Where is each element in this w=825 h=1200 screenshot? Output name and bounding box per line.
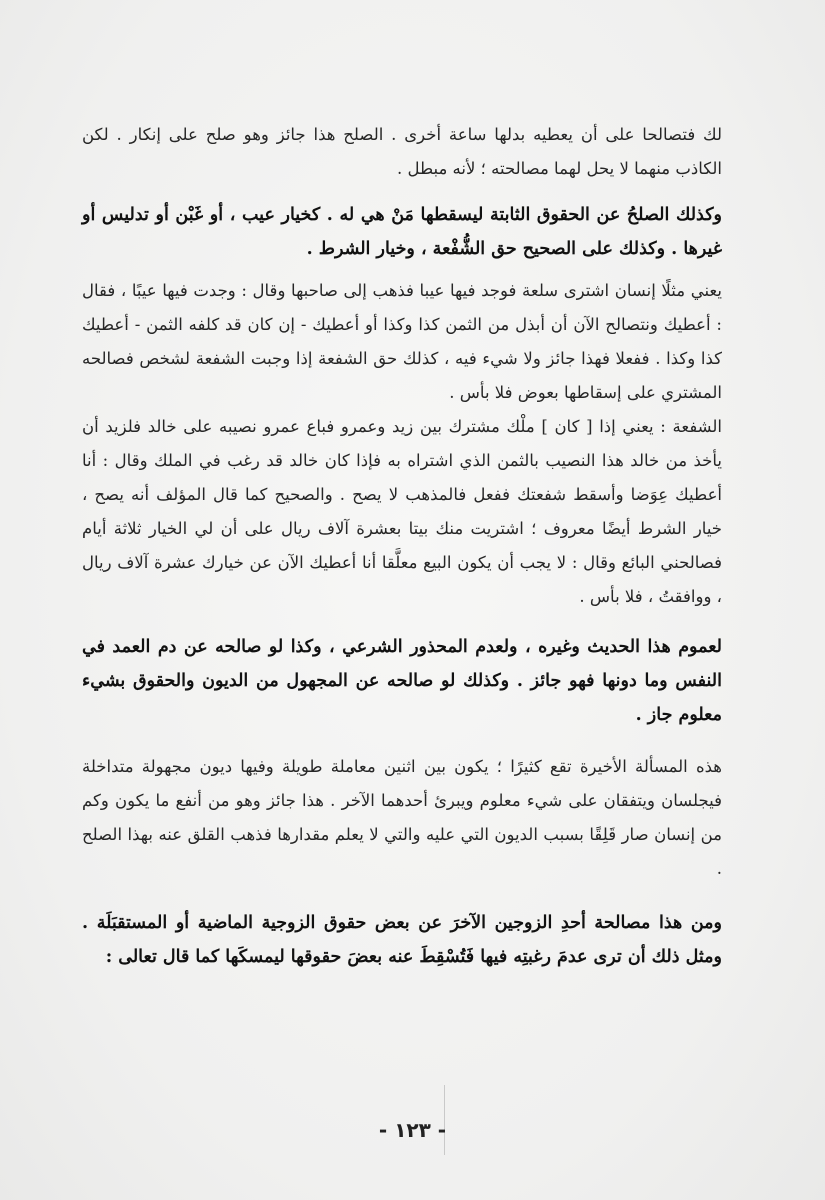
paragraph-commentary-4: هذه المسألة الأخيرة تقع كثيرًا ؛ يكون بين اثنين معاملة طويلة وفيها ديون مجهولة متداخلة فيجلسان ويتفقان على شيء معلوم ويبرئ أحدهما الآخر . هذا جائز وهو من أنفع ما يكون وكم من إنسان صار قَلِقًا بسبب الديون التي عليه والتي لا يعلم مقدارها فذهب القلق عنه بهذا الصلح . — [82, 757, 722, 878]
page-number: - ١٢٣ - — [378, 1118, 447, 1142]
page-body — [82, 118, 722, 974]
paragraph-main-text-1: وكذلك الصلحُ عن الحقوق الثابتة ليسقطها مَنْ هي له . كخيار عيب ، أو غَبْن أو تدليس أو غيرها . وكذلك على الصحيح حق الشُّفْعة ، وخيار الشرط . — [82, 205, 722, 259]
paragraph-main-text-3: ومن هذا مصالحة أحدِ الزوجين الآخرَ عن بعض حقوق الزوجية الماضية أو المستقبَلَة . ومثل ذلك أن ترى عدمَ رغبتِه فيها فَتُسْقِطَ عنه بعضَ حقوقها ليمسكَها كما قال تعالى : — [82, 913, 722, 967]
paragraph-commentary-2: يعني مثلًا إنسان اشترى سلعة فوجد فيها عيبا فذهب إلى صاحبها وقال : وجدت فيها عيبًا ، فقال : أعطيك ونتصالح الآن أن أبذل من الثمن كذا وكذا أو أعطيك - إن كان قد كلفه الثمن - أعطيك كذا وكذا . ففعلا فهذا جائز ولا شيء فيه ، كذلك حق الشفعة إذا وجبت الشفعة لشخص فصالحه المشتري على إسقاطها بعوض فلا بأس . — [82, 281, 722, 402]
paragraph-commentary-3: الشفعة : يعني إذا [ كان ] ملْك مشترك بين زيد وعمرو فباع عمرو نصيبه على خالد فلزيد أن يأخذ من خالد هذا النصيب بالثمن الذي اشتراه به فإذا كان خالد قد رغب في الملك وقال : أنا أعطيك عِوَضا وأسقط شفعتك ففعل فالمذهب لا يصح . والصحيح كما قال المؤلف أنه يصح ، خيار الشرط أيضًا معروف ؛ اشتريت منك بيتا بعشرة آلاف ريال على أن لي الخيار ثلاثة أيام فصالحني البائع وقال : لا يجب أن يكون البيع معلَّقا أنا أعطيك الآن عن خيارك عشرة آلاف ريال ، ووافقتُ ، فلا بأس . — [82, 417, 722, 606]
paragraph-commentary-1: لك فتصالحا على أن يعطيه بدلها ساعة أخرى . الصلح هذا جائز وهو صلح على إنكار . لكن الكاذب منهما لا يحل لهما مصالحته ؛ لأنه مبطل . — [82, 125, 722, 178]
paragraph-main-text-2: لعموم هذا الحديث وغيره ، ولعدم المحذور الشرعي ، وكذا لو صالحه عن دم العمد في النفس وما دونها فهو جائز . وكذلك لو صالحه عن المجهول من الديون والحقوق بشيء معلوم جاز . — [82, 637, 722, 725]
